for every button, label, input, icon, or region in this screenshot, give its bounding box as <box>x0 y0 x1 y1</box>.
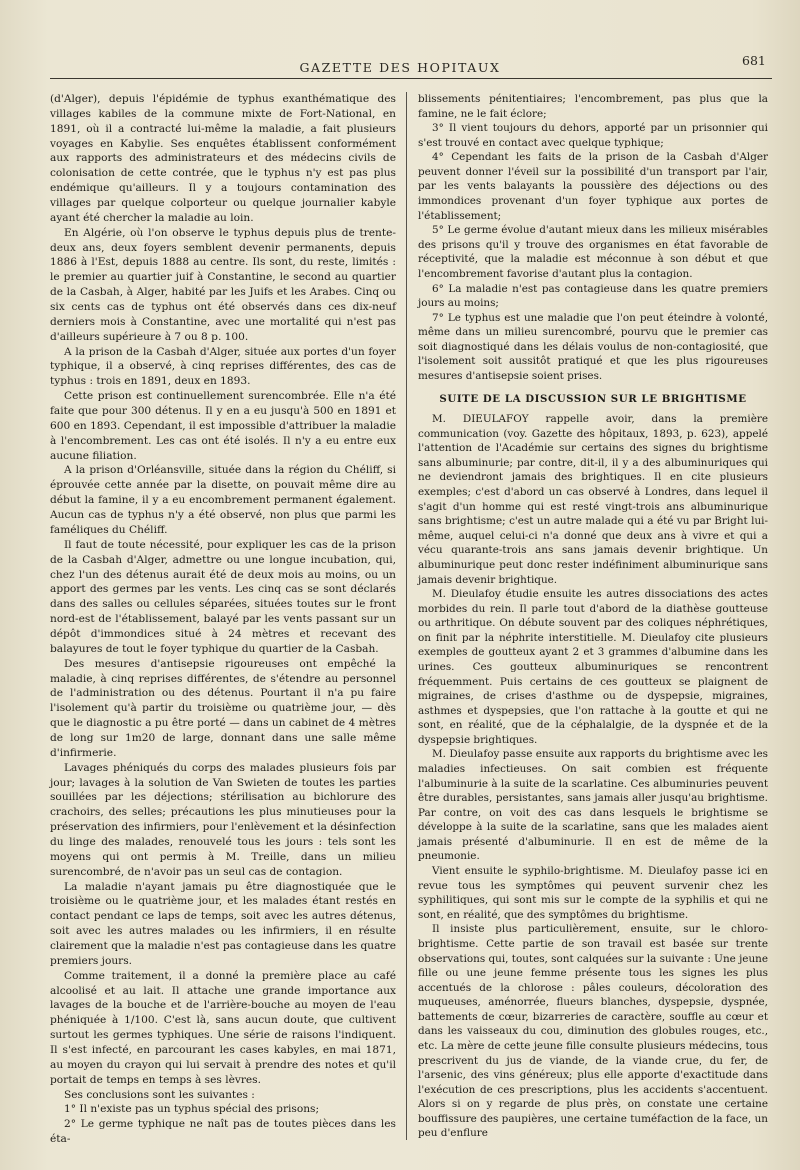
left-column <box>50 92 396 1147</box>
paragraph: M. DIEULAFOY rappelle avoir, dans la première communication (voy. Gazette des hôpitaux, 1893, p. 623), appelé l'attention de l'Académie sur certains des signes du brightisme sans albuminurie; par contre, dit-il, il y a des albuminuriques qui ne deviendront jamais des brightiques. Il en cite plusieurs exemples; c'est d'abord un cas observé à Londres, dans lequel il s'agit d'un homme qui est resté vingt-trois ans albuminurique sans brightisme; c'est un autre malade qui a été vu par Bright lui-même, auquel celui-ci n'a donné que deux ans à vivre et qui a vécu quarante-trois ans sans jamais devenir brightique. Un albuminurique peut donc rester indéfiniment albuminurique sans jamais devenir brightique. <box>418 413 768 586</box>
paragraph: M. Dieulafoy passe ensuite aux rapports du brightisme avec les maladies infectieuses. On sait combien est fréquente l'albuminurie à la suite de la scarlatine. Ces albuminuries peuvent être durables, persistantes, sans jamais aller jusqu'au brightisme. Par contre, on voit des cas dans lesquels le brightisme se développe à la suite de la scarlatine, sans que les malades aient jamais présenté d'albuminurie. Il en est de même de la pneumonie. <box>418 748 768 863</box>
paragraph: Comme traitement, il a donné la première place au café alcoolisé et au lait. Il attache une grande importance aux lavages de la bouche et de l'arrière-bouche au moyen de l'eau phéniquée à 1/100. C'est là, sans aucun doute, que cultivent surtout les germes typhiques. Une série de raisons l'indiquent. Il s'est infecté, en parcourant les cases kabyles, en mai 1871, au moyen du crayon qui lui servait à prendre des notes et qu'il portait de temps en temps à ses lèvres. <box>50 969 396 1086</box>
paragraph: 2° Le germe typhique ne naît pas de toutes pièces dans les éta- <box>50 1118 396 1146</box>
paragraph: (d'Alger), depuis l'épidémie de typhus exanthématique des villages kabiles de la commune mixte de Fort-National, en 1891, où il a contracté lui-même la maladie, a fait plusieurs voyages en Kabylie. Ses enquêtes établissent conformément aux rapports des administrateurs et des médecins civils de colonisation de cette contrée, que le typhus n'y est pas plus endémique qu'ailleurs. Il y a toujours contamination des villages par quelque colporteur ou quelque journalier kabyle ayant été chercher la maladie au loin. <box>50 93 396 224</box>
paragraph: 3° Il vient toujours du dehors, apporté par un prisonnier qui s'est trouvé en contact avec quelque typhique; <box>418 122 768 149</box>
page-number: 681 <box>742 53 766 68</box>
paragraph: Ses conclusions sont les suivantes : <box>64 1088 255 1101</box>
paragraph: 5° Le germe évolue d'autant mieux dans les milieux misérables des prisons qu'il y trouve des organismes en état favorable de réceptivité, que la maladie est méconnue à son début et que l'encombrement favorise d'autant plus la contagion. <box>418 224 768 280</box>
paragraph: blissements pénitentiaires; l'encombrement, pas plus que la famine, ne le fait éclore; <box>418 93 768 120</box>
paragraph: 7° Le typhus est une maladie que l'on peut éteindre à volonté, même dans un milieu surencombré, pourvu que le premier cas soit diagnostiqué dans les délais voulus de non-contagiosité, que l'isolement soit aussitôt pratiqué et que les plus rigoureuses mesures d'antisepsie soient prises. <box>418 311 768 382</box>
paragraph: La maladie n'ayant jamais pu être diagnostiquée que le troisième ou le quatrième jour, et les malades étant restés en contact pendant ce laps de temps, soit avec les autres détenus, soit avec les autres malades ou les infirmiers, il en résulte clairement que la maladie n'est pas contagieuse dans les quatre premiers jours. <box>50 880 396 967</box>
paragraph: 6° La maladie n'est pas contagieuse dans les quatre premiers jours au moins; <box>418 282 768 310</box>
paragraph: Des mesures d'antisepsie rigoureuses ont empêché la maladie, à cinq reprises différentes, de s'étendre au personnel de l'administration ou des détenus. Pourtant il n'a pu faire l'isolement qu'à partir du troisième ou quatrième jour, — dès que le diagnostic a pu être porté — dans un cabinet de 4 mètres de long sur 1m20 de large, donnant dans une salle même d'infirmerie. <box>50 657 396 759</box>
running-header-title: GAZETTE DES HOPITAUX <box>299 60 501 75</box>
paragraph: Il insiste plus particulièrement, ensuite, sur le chloro-brightisme. Cette partie de son travail est basée sur trente observations qui, toutes, sont calquées sur la suivante : Une jeune fille ou une jeune femme présente tous les signes les plus accentués de la chlorose : pâles couleurs, décoloration des muqueuses, aménorrée, flueurs blanches, dyspepsie, dyspnée, battements de cœur, bizarreries de caractère, souffle au cœur et dans les vaisseaux du cou, diminution des globules rouges, etc., etc. La mère de cette jeune fille consulte plusieurs médecins, tous prescrivent du jus de viande, de la viande crue, du fer, de l'arsenic, des vins généreux; plus elle apporte d'exactitude dans l'exécution de ces prescriptions, plus les accidents s'accentuent. Alors si on y regarde de plus près, on constate une certaine bouffissure des paupières, une certaine tuméfaction de la face, un peu d'enflure <box>418 923 768 1140</box>
paragraph: En Algérie, où l'on observe le typhus depuis plus de trente-deux ans, deux foyers semblent devenir permanents, depuis 1886 à l'Est, depuis 1888 au centre. Ils sont, du reste, limités : le premier au quartier juif à Constantine, le second au quartier de la Casbah, à Alger, habité par les Juifs et les Arabes. Cinq ou six cents cas de typhus ont été observés dans ces dix-neuf derniers mois à Constantine, avec une mortalité qui n'est pas d'ailleurs supérieure à 7 ou 8 p. 100. <box>50 226 396 343</box>
section-heading: SUITE DE LA DISCUSSION SUR LE BRIGHTISME <box>439 392 747 405</box>
paragraph: M. Dieulafoy étudie ensuite les autres dissociations des actes morbides du rein. Il parle tout d'abord de la diathèse goutteuse ou arthritique. On débute souvent par des coliques néphrétiques, on finit par la néphrite interstitielle. M. Dieulafoy cite plusieurs exemples de goutteux ayant 2 et 3 grammes d'albumine dans les urines. Ces goutteux albuminuriques se rencontrent fréquemment. Puis certains de ces goutteux se plaignent de migraines, de crises d'asthme ou de dyspepsie, migraines, asthmes et dyspepsies, que l'on rattache à la goutte et qui ne sont, en réalité, que de la céphalalgie, de la dyspnée et de la dyspepsie brightiques. <box>418 588 768 746</box>
paragraph: Cette prison est continuellement surencombrée. Elle n'a été faite que pour 300 détenus. Il y en a eu jusqu'à 500 en 1891 et 600 en 1893. Cependant, il est impossible d'attribuer la maladie à l'encombrement. Les cas ont été isolés. Il n'y a eu entre eux aucune filiation. <box>50 390 396 462</box>
header-rule <box>50 78 772 79</box>
paragraph: 4° Cependant les faits de la prison de la Casbah d'Alger peuvent donner l'éveil sur la possibilité d'un transport par l'air, par les vents balayants la poussière des déjections ou des immondices provenant d'un foyer typhique aux portes de l'établissement; <box>418 151 768 222</box>
paragraph: Il faut de toute nécessité, pour expliquer les cas de la prison de la Casbah d'Alger, admettre ou une longue incubation, qui, chez l'un des détenus aurait été de deux mois au moins, ou un apport des germes par les vents. Les cinq cas se sont déclarés dans des salles ou cellules séparées, situées toutes sur le front nord-est de l'établissement, balayé par les vents passant sur un dépôt d'immondices situé à 24 mètres et recevant des balayures de tout le foyer typhique du quartier de la Casbah. <box>50 538 396 655</box>
paragraph: A la prison d'Orléansville, située dans la région du Chéliff, si éprouvée cette année par la disette, on pouvait même dire au début la famine, il y a eu encombrement permanent également. Aucun cas de typhus n'y a été observé, non plus que parmi les faméliques du Chéliff. <box>50 464 396 536</box>
paragraph: 1° Il n'existe pas un typhus spécial des prisons; <box>64 1103 320 1116</box>
paragraph: A la prison de la Casbah d'Alger, située aux portes d'un foyer typhique, il a observé, à cinq reprises différentes, des cas de typhus : trois en 1891, deux en 1893. <box>50 345 396 388</box>
paragraph: Lavages phéniqués du corps des malades plusieurs fois par jour; lavages à la solution de Van Swieten de toutes les parties souillées par les déjections; stérilisation au bichlorure des crachoirs, des selles; précautions les plus minutieuses pour la préservation des infirmiers, pour l'enlèvement et la désinfection du linge des malades, renouvelé tous les jours : tels sont les moyens qui ont permis à M. Treille, dans un milieu surencombré, de n'avoir pas un seul cas de contagion. <box>50 761 396 878</box>
column-divider <box>406 92 407 1140</box>
paragraph: Vient ensuite le syphilo-brightisme. M. Dieulafoy passe ici en revue tous les symptômes qui peuvent survenir chez les syphilitiques, qui sont mis sur le compte de la syphilis et qui ne sont, en réalité, que des symptômes du brightisme. <box>418 865 768 921</box>
right-column <box>418 92 768 1141</box>
